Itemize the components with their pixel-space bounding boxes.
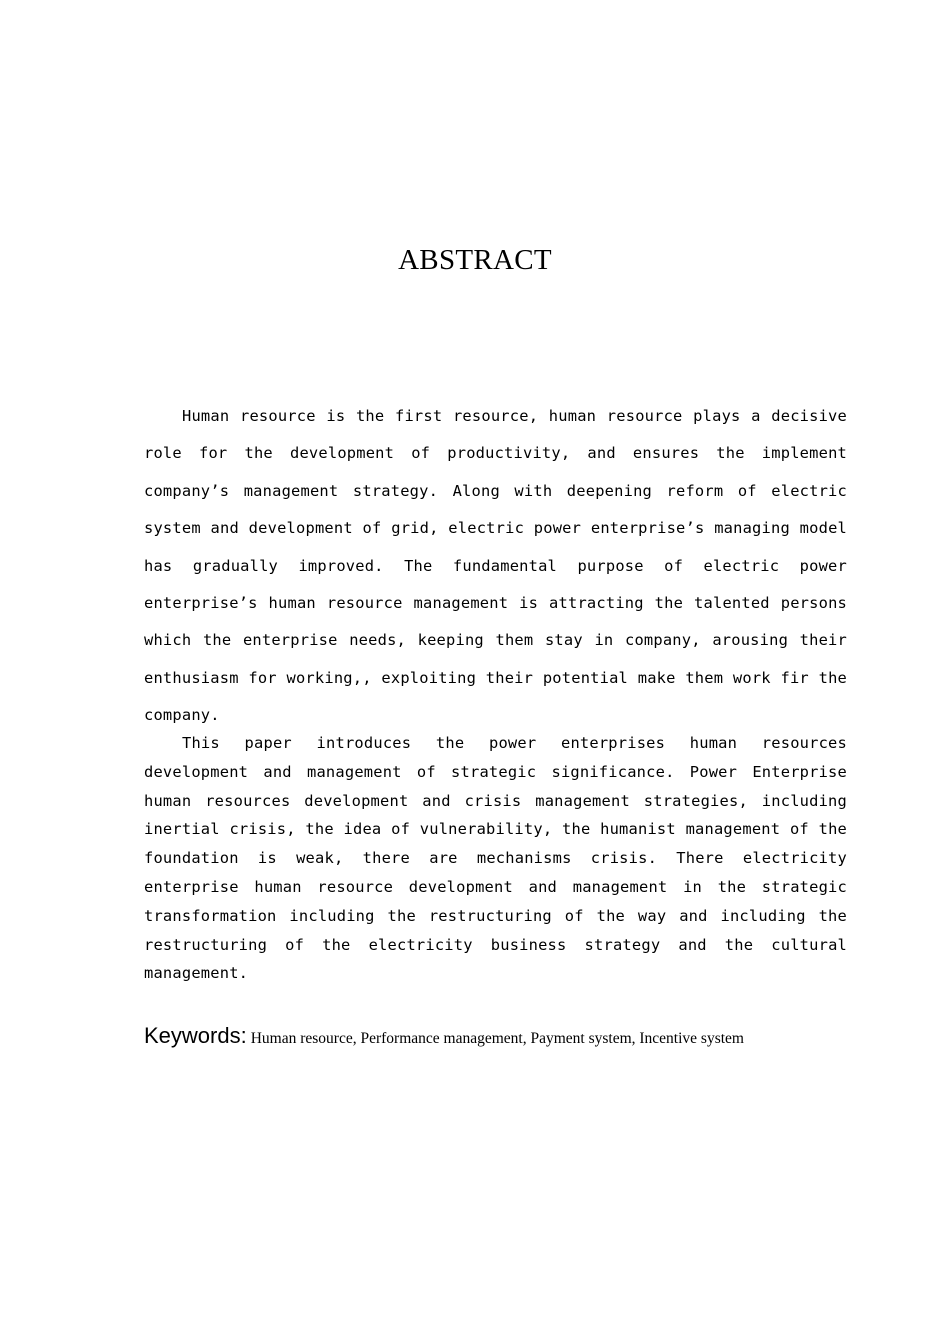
abstract-paragraph-2: This paper introduces the power enterprises human resources development and management of strategic significance. Power Enterprise human resources development and crisis management strategies, including inertial crisis, the idea of vulnerability, the humanist management of the foundation is weak, there are mechanisms crisis. There electricity enterprise human resource development and management in the strategic transformation including the restructuring of the way and including the restructuring of the electricity business strategy and the cultural management. bbox=[144, 734, 847, 983]
abstract-title: ABSTRACT bbox=[398, 244, 552, 276]
keywords-list: Human resource, Performance management, Payment system, Incentive system bbox=[250, 1030, 744, 1047]
keywords-line bbox=[144, 1023, 864, 1049]
keywords-label: Keywords: bbox=[144, 1023, 247, 1048]
abstract-paragraph-1: Human resource is the first resource, human resource plays a decisive role for the development of productivity, and ensures the implement company’s management strategy. Along with deepening reform of electric system and development of grid, electric power enterprise’s managing model has gradually improved. The fundamental purpose of electric power enterprise’s human resource management is attracting the talented persons which the enterprise needs, keeping them stay in company, arousing their enthusiasm for working,, exploiting their potential make them work fir the company. bbox=[144, 407, 847, 725]
